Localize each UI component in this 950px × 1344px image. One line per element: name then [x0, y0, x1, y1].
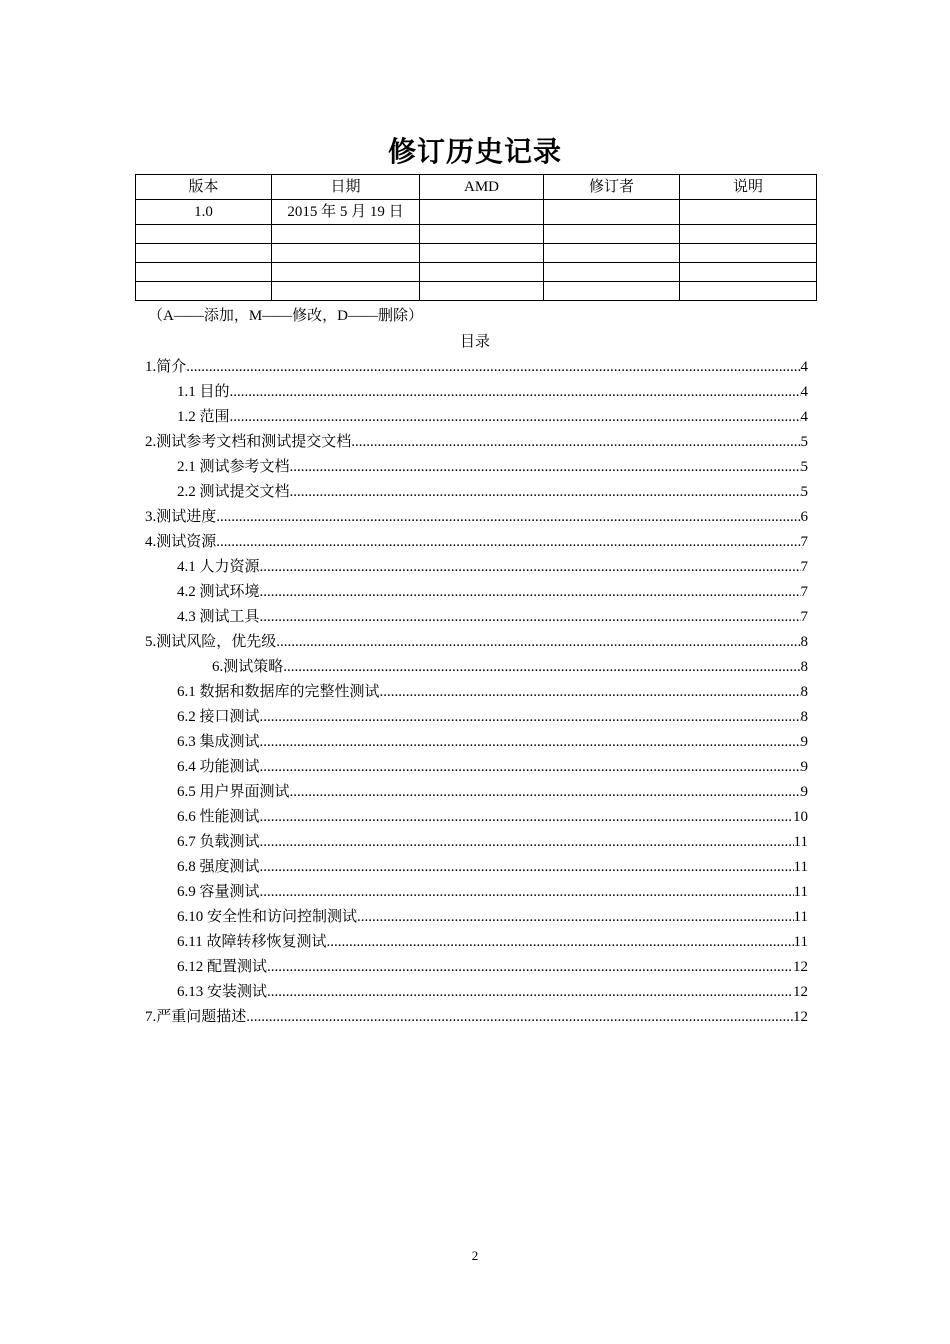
- header-date: 日期: [272, 175, 420, 200]
- toc-dot-leader: [260, 555, 801, 580]
- toc-dot-leader: [260, 805, 793, 830]
- toc-entry[interactable]: [145, 705, 808, 730]
- table-cell: [420, 282, 544, 301]
- toc-entry-title: 7.严重问题描述: [145, 1009, 247, 1025]
- toc-entry-title: 6.7 负载测试: [177, 834, 260, 850]
- toc-entry-page: 8: [800, 634, 808, 650]
- toc-entry-title: 6.13 安装测试: [177, 984, 268, 1000]
- toc-entry[interactable]: [145, 655, 808, 680]
- toc-entry-page: 7: [800, 559, 808, 575]
- table-of-contents: [145, 355, 808, 1030]
- toc-entry-page: 9: [800, 734, 808, 750]
- toc-entry-page: 12: [793, 959, 808, 975]
- toc-entry-page: 12: [793, 1009, 808, 1025]
- toc-entry-title: 5.测试风险，优先级: [145, 634, 277, 650]
- toc-entry-title: 6.11 故障转移恢复测试: [177, 934, 327, 950]
- toc-entry-title: 6.10 安全性和访问控制测试: [177, 909, 358, 925]
- toc-entry-title: 6.2 接口测试: [177, 709, 260, 725]
- table-header-row: [136, 175, 817, 200]
- table-cell: [272, 225, 420, 244]
- toc-entry[interactable]: [145, 730, 808, 755]
- toc-dot-leader: [380, 680, 801, 705]
- toc-entry[interactable]: [145, 1005, 808, 1030]
- table-cell: [136, 225, 272, 244]
- toc-entry-title: 6.3 集成测试: [177, 734, 260, 750]
- toc-entry-title: 2.2 测试提交文档: [177, 484, 290, 500]
- toc-entry-title: 4.测试资源: [145, 534, 217, 550]
- header-description: 说明: [680, 175, 817, 200]
- table-cell: [272, 282, 420, 301]
- toc-dot-leader: [290, 480, 801, 505]
- table-row: [136, 200, 817, 225]
- toc-entry[interactable]: [145, 930, 808, 955]
- toc-entry-page: 12: [793, 984, 808, 1000]
- toc-title: 目录: [459, 334, 490, 350]
- toc-entry-title: 6.5 用户界面测试: [177, 784, 290, 800]
- toc-dot-leader: [246, 1005, 793, 1030]
- toc-entry[interactable]: [145, 880, 808, 905]
- page-title: 修订历史记录: [387, 137, 562, 168]
- table-cell: [136, 263, 272, 282]
- table-cell: [420, 244, 544, 263]
- toc-dot-leader: [260, 880, 794, 905]
- toc-entry-title: 6.1 数据和数据库的完整性测试: [177, 684, 380, 700]
- toc-entry[interactable]: [145, 530, 808, 555]
- toc-entry-title: 4.2 测试环境: [177, 584, 260, 600]
- header-amd: AMD: [420, 175, 544, 200]
- table-cell: [420, 225, 544, 244]
- page-number: 2: [471, 1248, 479, 1263]
- revision-history-table: [135, 174, 817, 301]
- toc-entry-title: 6.12 配置测试: [177, 959, 268, 975]
- toc-entry-page: 11: [793, 884, 808, 900]
- toc-entry[interactable]: [145, 605, 808, 630]
- toc-dot-leader: [230, 380, 801, 405]
- toc-entry-title: 6.4 功能测试: [177, 759, 260, 775]
- toc-entry[interactable]: [145, 405, 808, 430]
- header-version: 版本: [136, 175, 272, 200]
- table-cell: [680, 282, 817, 301]
- toc-dot-leader: [267, 955, 793, 980]
- toc-entry-page: 4: [800, 359, 808, 375]
- toc-dot-leader: [290, 780, 801, 805]
- toc-entry-page: 11: [793, 859, 808, 875]
- toc-entry-title: 3.测试进度: [145, 509, 217, 525]
- table-cell: [544, 263, 680, 282]
- toc-entry-title: 4.1 人力资源: [177, 559, 260, 575]
- toc-dot-leader: [216, 530, 800, 555]
- toc-entry[interactable]: [145, 905, 808, 930]
- toc-dot-leader: [186, 355, 800, 380]
- toc-entry-page: 7: [800, 534, 808, 550]
- toc-entry[interactable]: [145, 980, 808, 1005]
- toc-entry-title: 2.测试参考文档和测试提交文档: [145, 434, 352, 450]
- toc-dot-leader: [216, 505, 800, 530]
- toc-entry-page: 11: [793, 909, 808, 925]
- toc-entry-page: 7: [800, 584, 808, 600]
- toc-entry[interactable]: [145, 830, 808, 855]
- toc-dot-leader: [283, 655, 800, 680]
- table-cell: [680, 263, 817, 282]
- toc-entry[interactable]: [145, 855, 808, 880]
- table-cell: [544, 225, 680, 244]
- toc-dot-leader: [260, 705, 801, 730]
- table-cell: [680, 200, 817, 225]
- table-cell: [136, 282, 272, 301]
- toc-entry-page: 8: [800, 709, 808, 725]
- toc-entry-title: 4.3 测试工具: [177, 609, 260, 625]
- toc-dot-leader: [290, 455, 801, 480]
- toc-entry[interactable]: [145, 805, 808, 830]
- toc-entry-title: 1.2 范围: [177, 409, 230, 425]
- toc-entry-page: 10: [793, 809, 808, 825]
- toc-dot-leader: [276, 630, 800, 655]
- table-cell: [272, 244, 420, 263]
- toc-entry[interactable]: [145, 680, 808, 705]
- toc-entry[interactable]: [145, 555, 808, 580]
- toc-entry[interactable]: [145, 505, 808, 530]
- toc-dot-leader: [260, 755, 801, 780]
- toc-entry-page: 6: [800, 509, 808, 525]
- toc-dot-leader: [260, 580, 801, 605]
- toc-entry[interactable]: [145, 955, 808, 980]
- toc-entry-title: 6.测试策略: [212, 659, 284, 675]
- toc-entry-page: 4: [800, 409, 808, 425]
- table-cell: [544, 282, 680, 301]
- toc-entry-title: 6.8 强度测试: [177, 859, 260, 875]
- toc-entry-page: 11: [793, 934, 808, 950]
- table-cell: [272, 263, 420, 282]
- table-cell: [680, 244, 817, 263]
- table-row: [136, 263, 817, 282]
- table-cell: [544, 244, 680, 263]
- toc-dot-leader: [260, 730, 801, 755]
- toc-entry[interactable]: [145, 380, 808, 405]
- toc-dot-leader: [230, 405, 801, 430]
- table-cell: [420, 263, 544, 282]
- toc-dot-leader: [260, 605, 801, 630]
- toc-entry-page: 5: [800, 459, 808, 475]
- toc-entry-title: 6.9 容量测试: [177, 884, 260, 900]
- toc-dot-leader: [260, 830, 794, 855]
- toc-entry-page: 9: [800, 759, 808, 775]
- toc-entry-page: 8: [800, 684, 808, 700]
- toc-entry-page: 4: [800, 384, 808, 400]
- toc-entry[interactable]: [145, 780, 808, 805]
- table-cell: [680, 225, 817, 244]
- toc-entry-page: 7: [800, 609, 808, 625]
- toc-entry-title: 1.1 目的: [177, 384, 230, 400]
- toc-dot-leader: [351, 430, 800, 455]
- toc-entry[interactable]: [145, 630, 808, 655]
- table-row: [136, 225, 817, 244]
- table-row: [136, 244, 817, 263]
- toc-entry-title: 1.简介: [145, 359, 187, 375]
- table-cell: [420, 200, 544, 225]
- table-cell: [544, 200, 680, 225]
- toc-dot-leader: [326, 930, 793, 955]
- toc-dot-leader: [260, 855, 794, 880]
- table-cell: 1.0: [136, 200, 272, 225]
- toc-entry[interactable]: [145, 430, 808, 455]
- toc-entry-page: 9: [800, 784, 808, 800]
- toc-entry-page: 11: [793, 834, 808, 850]
- toc-dot-leader: [267, 980, 793, 1005]
- toc-entry[interactable]: [145, 480, 808, 505]
- table-cell: [136, 244, 272, 263]
- toc-entry-page: 8: [800, 659, 808, 675]
- table-row: [136, 282, 817, 301]
- toc-dot-leader: [357, 905, 794, 930]
- revision-legend: （A——添加，M——修改，D——删除）: [148, 308, 424, 324]
- header-reviser: 修订者: [544, 175, 680, 200]
- toc-entry[interactable]: [145, 580, 808, 605]
- toc-entry[interactable]: [145, 355, 808, 380]
- toc-entry-page: 5: [800, 434, 808, 450]
- table-cell: 2015 年 5 月 19 日: [272, 200, 420, 225]
- toc-entry[interactable]: [145, 755, 808, 780]
- toc-entry-title: 6.6 性能测试: [177, 809, 260, 825]
- toc-entry-title: 2.1 测试参考文档: [177, 459, 290, 475]
- toc-entry-page: 5: [800, 484, 808, 500]
- toc-entry[interactable]: [145, 455, 808, 480]
